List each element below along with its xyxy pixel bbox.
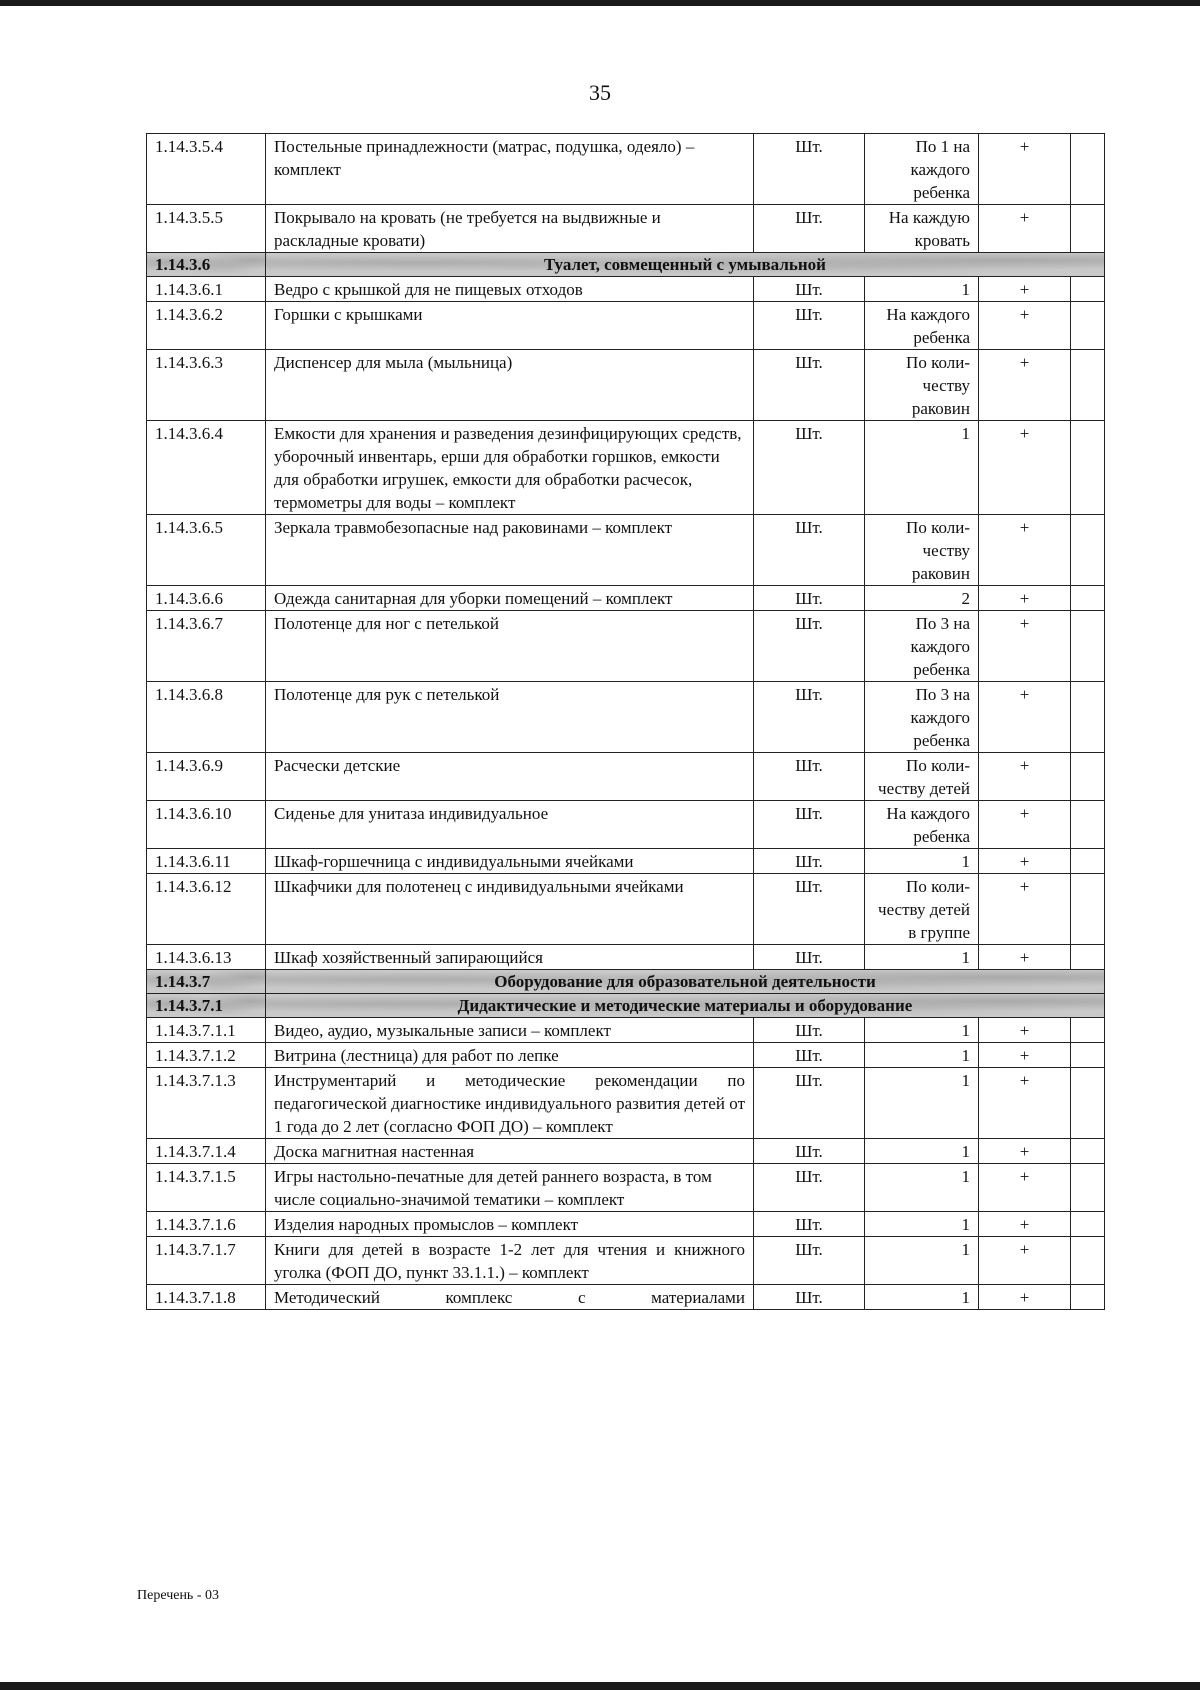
item-quantity: 1 xyxy=(865,421,979,515)
item-unit: Шт. xyxy=(754,350,865,421)
item-mark: + xyxy=(979,134,1071,205)
table-row xyxy=(147,945,1105,970)
item-code: 1.14.3.6.6 xyxy=(147,586,266,611)
item-name: Покрывало на кровать (не требуется на выдвижные и раскладные кровати) xyxy=(266,205,754,253)
item-code: 1.14.3.6.8 xyxy=(147,682,266,753)
item-mark: + xyxy=(979,1237,1071,1285)
table-row xyxy=(147,682,1105,753)
table-row xyxy=(147,1068,1105,1139)
item-code: 1.14.3.5.5 xyxy=(147,205,266,253)
section-header-row xyxy=(147,970,1105,994)
item-code: 1.14.3.6.2 xyxy=(147,302,266,350)
item-name: Методический комплекс с материалами xyxy=(266,1285,754,1310)
item-unit: Шт. xyxy=(754,515,865,586)
empty-cell xyxy=(1071,801,1105,849)
item-unit: Шт. xyxy=(754,801,865,849)
empty-cell xyxy=(1071,421,1105,515)
item-unit: Шт. xyxy=(754,945,865,970)
scan-border-bottom xyxy=(0,1682,1200,1690)
item-unit: Шт. xyxy=(754,1212,865,1237)
item-code: 1.14.3.6.11 xyxy=(147,849,266,874)
item-unit: Шт. xyxy=(754,1018,865,1043)
empty-cell xyxy=(1071,515,1105,586)
item-mark: + xyxy=(979,945,1071,970)
item-mark: + xyxy=(979,849,1071,874)
item-unit: Шт. xyxy=(754,586,865,611)
empty-cell xyxy=(1071,350,1105,421)
item-name: Полотенце для рук с петелькой xyxy=(266,682,754,753)
scan-border-top xyxy=(0,0,1200,6)
item-name: Ведро с крышкой для не пищевых отходов xyxy=(266,277,754,302)
item-name: Шкаф хозяйственный запирающийся xyxy=(266,945,754,970)
item-mark: + xyxy=(979,421,1071,515)
item-code: 1.14.3.7.1.5 xyxy=(147,1164,266,1212)
item-mark: + xyxy=(979,682,1071,753)
table-row xyxy=(147,1018,1105,1043)
item-code: 1.14.3.6.13 xyxy=(147,945,266,970)
item-name: Полотенце для ног с петелькой xyxy=(266,611,754,682)
table-row xyxy=(147,849,1105,874)
table-row xyxy=(147,515,1105,586)
item-mark: + xyxy=(979,1139,1071,1164)
empty-cell xyxy=(1071,945,1105,970)
item-code: 1.14.3.6.7 xyxy=(147,611,266,682)
empty-cell xyxy=(1071,302,1105,350)
item-unit: Шт. xyxy=(754,1237,865,1285)
item-quantity: По коли-честву детей xyxy=(865,753,979,801)
item-quantity: 1 xyxy=(865,1164,979,1212)
item-code: 1.14.3.6.5 xyxy=(147,515,266,586)
item-mark: + xyxy=(979,1164,1071,1212)
item-code: 1.14.3.7.1.7 xyxy=(147,1237,266,1285)
item-name: Сиденье для унитаза индивидуальное xyxy=(266,801,754,849)
table-row xyxy=(147,801,1105,849)
item-name: Доска магнитная настенная xyxy=(266,1139,754,1164)
item-quantity: По 3 на каждого ребенка xyxy=(865,682,979,753)
item-code: 1.14.3.7.1.3 xyxy=(147,1068,266,1139)
item-mark: + xyxy=(979,1212,1071,1237)
item-mark: + xyxy=(979,205,1071,253)
empty-cell xyxy=(1071,1164,1105,1212)
empty-cell xyxy=(1071,1068,1105,1139)
section-code: 1.14.3.7 xyxy=(147,970,266,994)
item-code: 1.14.3.7.1.6 xyxy=(147,1212,266,1237)
item-quantity: По коли-честву раковин xyxy=(865,515,979,586)
empty-cell xyxy=(1071,753,1105,801)
item-name: Шкафчики для полотенец с индивидуальными ячейками xyxy=(266,874,754,945)
table-row xyxy=(147,611,1105,682)
table-row xyxy=(147,350,1105,421)
empty-cell xyxy=(1071,611,1105,682)
item-code: 1.14.3.6.12 xyxy=(147,874,266,945)
item-unit: Шт. xyxy=(754,421,865,515)
section-code: 1.14.3.7.1 xyxy=(147,994,266,1018)
item-quantity: На каждую кровать xyxy=(865,205,979,253)
item-quantity: 1 xyxy=(865,1139,979,1164)
section-title: Дидактические и методические материалы и оборудование xyxy=(266,994,1105,1018)
table-row xyxy=(147,421,1105,515)
item-mark: + xyxy=(979,753,1071,801)
item-name: Игры настольно-печатные для детей раннего возраста, в том числе социально-значимой тематики – комплект xyxy=(266,1164,754,1212)
item-quantity: 1 xyxy=(865,277,979,302)
empty-cell xyxy=(1071,849,1105,874)
item-code: 1.14.3.6.9 xyxy=(147,753,266,801)
item-quantity: 1 xyxy=(865,1043,979,1068)
item-unit: Шт. xyxy=(754,1043,865,1068)
item-code: 1.14.3.7.1.4 xyxy=(147,1139,266,1164)
item-mark: + xyxy=(979,350,1071,421)
item-mark: + xyxy=(979,1018,1071,1043)
item-quantity: По коли-честву детей в группе xyxy=(865,874,979,945)
section-title: Оборудование для образовательной деятельности xyxy=(266,970,1105,994)
item-quantity: По коли-честву раковин xyxy=(865,350,979,421)
table-row xyxy=(147,205,1105,253)
table-row xyxy=(147,1164,1105,1212)
item-name: Одежда санитарная для уборки помещений – комплект xyxy=(266,586,754,611)
item-mark: + xyxy=(979,1043,1071,1068)
item-quantity: 1 xyxy=(865,1212,979,1237)
item-name: Книги для детей в возрасте 1-2 лет для чтения и книжного уголка (ФОП ДО, пункт 33.1.1.) – комплект xyxy=(266,1237,754,1285)
item-code: 1.14.3.7.1.1 xyxy=(147,1018,266,1043)
item-code: 1.14.3.6.10 xyxy=(147,801,266,849)
empty-cell xyxy=(1071,1212,1105,1237)
item-code: 1.14.3.6.3 xyxy=(147,350,266,421)
item-quantity: На каждого ребенка xyxy=(865,302,979,350)
table-row xyxy=(147,1043,1105,1068)
item-code: 1.14.3.6.1 xyxy=(147,277,266,302)
section-code: 1.14.3.6 xyxy=(147,253,266,277)
empty-cell xyxy=(1071,277,1105,302)
table-row xyxy=(147,1285,1105,1310)
item-unit: Шт. xyxy=(754,1068,865,1139)
item-quantity: 1 xyxy=(865,849,979,874)
item-quantity: 1 xyxy=(865,1068,979,1139)
item-quantity: 1 xyxy=(865,1285,979,1310)
item-mark: + xyxy=(979,1068,1071,1139)
empty-cell xyxy=(1071,205,1105,253)
item-mark: + xyxy=(979,611,1071,682)
item-unit: Шт. xyxy=(754,205,865,253)
item-code: 1.14.3.7.1.2 xyxy=(147,1043,266,1068)
section-header-row xyxy=(147,253,1105,277)
item-name: Шкаф-горшечница с индивидуальными ячейками xyxy=(266,849,754,874)
page-number: 35 xyxy=(589,80,611,105)
item-mark: + xyxy=(979,874,1071,945)
item-mark: + xyxy=(979,515,1071,586)
item-quantity: 1 xyxy=(865,945,979,970)
empty-cell xyxy=(1071,1018,1105,1043)
item-mark: + xyxy=(979,586,1071,611)
item-name: Диспенсер для мыла (мыльница) xyxy=(266,350,754,421)
section-title: Туалет, совмещенный с умывальной xyxy=(266,253,1105,277)
empty-cell xyxy=(1071,1139,1105,1164)
table-row xyxy=(147,586,1105,611)
item-mark: + xyxy=(979,801,1071,849)
item-unit: Шт. xyxy=(754,1139,865,1164)
table-row xyxy=(147,1237,1105,1285)
item-name: Расчески детские xyxy=(266,753,754,801)
item-name: Инструментарий и методические рекомендации по педагогической диагностике индивидуального развития детей от 1 года до 2 лет (согласно ФОП ДО) – комплект xyxy=(266,1068,754,1139)
item-code: 1.14.3.5.4 xyxy=(147,134,266,205)
item-quantity: По 1 на каждого ребенка xyxy=(865,134,979,205)
item-name: Горшки с крышками xyxy=(266,302,754,350)
item-code: 1.14.3.6.4 xyxy=(147,421,266,515)
item-name: Постельные принадлежности (матрас, подушка, одеяло) – комплект xyxy=(266,134,754,205)
item-name: Зеркала травмобезопасные над раковинами – комплект xyxy=(266,515,754,586)
item-quantity: 1 xyxy=(865,1018,979,1043)
empty-cell xyxy=(1071,1043,1105,1068)
item-code: 1.14.3.7.1.8 xyxy=(147,1285,266,1310)
table-body xyxy=(147,134,1105,1310)
empty-cell xyxy=(1071,1285,1105,1310)
empty-cell xyxy=(1071,874,1105,945)
table-row xyxy=(147,753,1105,801)
table-row xyxy=(147,134,1105,205)
item-unit: Шт. xyxy=(754,682,865,753)
item-quantity: 1 xyxy=(865,1237,979,1285)
table-row xyxy=(147,302,1105,350)
item-name: Изделия народных промыслов – комплект xyxy=(266,1212,754,1237)
table-row xyxy=(147,277,1105,302)
item-mark: + xyxy=(979,277,1071,302)
empty-cell xyxy=(1071,134,1105,205)
table-row xyxy=(147,1212,1105,1237)
item-unit: Шт. xyxy=(754,1285,865,1310)
item-quantity: 2 xyxy=(865,586,979,611)
item-unit: Шт. xyxy=(754,1164,865,1212)
item-mark: + xyxy=(979,302,1071,350)
empty-cell xyxy=(1071,1237,1105,1285)
table-row xyxy=(147,874,1105,945)
item-unit: Шт. xyxy=(754,302,865,350)
item-unit: Шт. xyxy=(754,277,865,302)
empty-cell xyxy=(1071,586,1105,611)
equipment-table xyxy=(146,133,1105,1310)
item-unit: Шт. xyxy=(754,874,865,945)
item-name: Видео, аудио, музыкальные записи – комплект xyxy=(266,1018,754,1043)
item-unit: Шт. xyxy=(754,849,865,874)
item-quantity: По 3 на каждого ребенка xyxy=(865,611,979,682)
empty-cell xyxy=(1071,682,1105,753)
item-unit: Шт. xyxy=(754,753,865,801)
item-quantity: На каждого ребенка xyxy=(865,801,979,849)
section-header-row xyxy=(147,994,1105,1018)
item-name: Витрина (лестница) для работ по лепке xyxy=(266,1043,754,1068)
item-mark: + xyxy=(979,1285,1071,1310)
table-row xyxy=(147,1139,1105,1164)
item-unit: Шт. xyxy=(754,134,865,205)
footer-doc-label: Перечень - 03 xyxy=(137,1588,219,1603)
item-name: Емкости для хранения и разведения дезинфицирующих средств, уборочный инвентарь, ерши для обработки горшков, емкости для обработки игрушек, емкости для обработки расчесок, термометры для воды – комплект xyxy=(266,421,754,515)
item-unit: Шт. xyxy=(754,611,865,682)
